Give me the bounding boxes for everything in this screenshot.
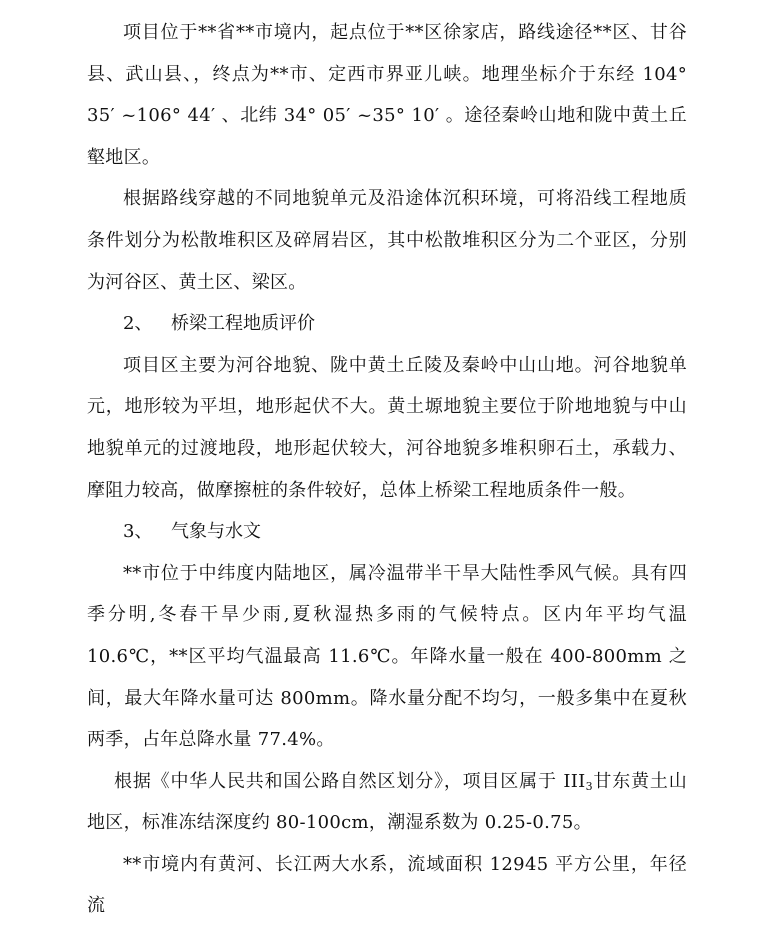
- paragraph-bridge-evaluation: 项目区主要为河谷地貌、陇中黄土丘陵及秦岭中山山地。河谷地貌单元，地形较为平坦，地形起伏不大。黄土塬地貌主要位于阶地地貌与中山地貌单元的过渡地段，地形起伏较大，河谷地貌多堆积卵石土，承载力、摩阻力较高，做摩擦桩的条件较好，总体上桥梁工程地质条件一般。: [87, 354, 687, 501]
- zoning-text-before: 根据《中华人民共和国公路自然区划分》，项目区属于 III: [114, 770, 586, 792]
- paragraph-natural-zoning: [87, 761, 687, 844]
- paragraph-project-location: 项目位于**省**市境内，起点位于**区徐家店，路线途径**区、甘谷县、武山县、，终点为**市、定西市界亚儿峡。地理坐标介于东经 104° 35′ ~106° 44′ 、北纬 34° 05′ ~35° 10′ 。途径秦岭山地和陇中黄土丘壑地区。: [87, 22, 687, 168]
- heading-number: 2、: [123, 313, 153, 335]
- heading-climate-hydrology: [87, 511, 687, 553]
- paragraph-climate: **市位于中纬度内陆地区，属冷温带半干旱大陆性季风气候。具有四季分明,冬春干旱少雨,夏秋湿热多雨的气候特点。区内年平均气温 10.6℃，**区平均气温最高 11.6℃。年降水量一般在 400-800mm 之间，最大年降水量可达 800mm。降水量分配不均匀，一般多集中在夏秋两季，占年总降水量 77.4%。: [87, 562, 687, 751]
- heading-number: 3、: [123, 521, 153, 543]
- zoning-text-after: 甘东黄土山地区，标准冻结深度约 80-100cm，潮湿系数为 0.25-0.75。: [87, 770, 687, 834]
- paragraph-water-systems: **市境内有黄河、长江两大水系，流域面积 12945 平方公里，年径流: [87, 853, 687, 917]
- document-page: [87, 12, 687, 927]
- heading-title: 桥梁工程地质评价: [171, 313, 315, 335]
- paragraph-geology-zones: 根据路线穿越的不同地貌单元及沿途体沉积环境，可将沿线工程地质条件划分为松散堆积区及碎屑岩区，其中松散堆积区分为二个亚区，分别为河谷区、黄土区、梁区。: [87, 188, 687, 293]
- heading-bridge-geology: [87, 303, 687, 345]
- zoning-subscript: 3: [585, 779, 593, 793]
- heading-title: 气象与水文: [171, 521, 261, 543]
